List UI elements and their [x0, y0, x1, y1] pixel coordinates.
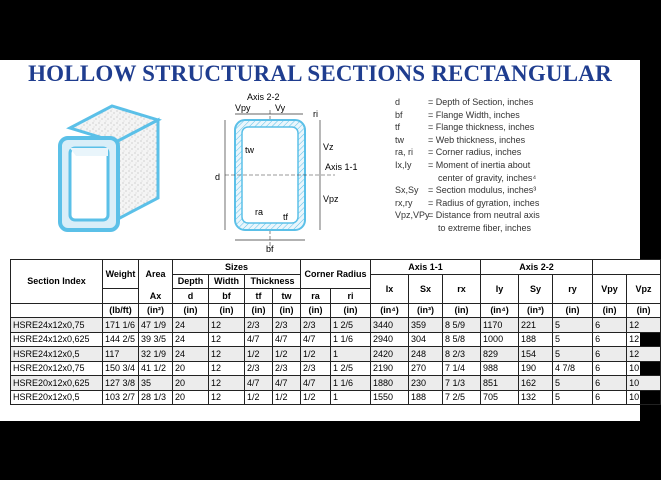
table-cell: 2/3 — [301, 318, 331, 333]
header-axis-1-1: Axis 1-1 — [371, 260, 481, 275]
table-cell: 12 — [209, 318, 245, 333]
legend-symbol: Vpz,VPy — [395, 210, 430, 221]
header-d: d — [173, 289, 209, 304]
header-ry: ry — [553, 274, 593, 303]
unit-cell: (in) — [443, 303, 481, 318]
table-cell: 2/3 — [245, 318, 273, 333]
table-cell: 2420 — [371, 347, 409, 362]
table-cell: 988 — [481, 361, 519, 376]
table-cell: 7 2/5 — [443, 390, 481, 405]
table-cell: 3440 — [371, 318, 409, 333]
table-cell: 10 — [627, 361, 661, 376]
unit-cell: (in) — [245, 303, 273, 318]
legend-symbol: Ix,Iy — [395, 159, 412, 170]
table-cell: 2190 — [371, 361, 409, 376]
table-cell: 230 — [409, 376, 443, 391]
legend-symbol: Sx,Sy — [395, 185, 419, 196]
table-cell: 24 — [173, 347, 209, 362]
table-cell: 8 2/3 — [443, 347, 481, 362]
table-cell: 12 — [627, 318, 661, 333]
table-cell: 5 — [553, 390, 593, 405]
table-row — [11, 332, 661, 347]
header-area: Area — [139, 260, 173, 289]
header-section-index: Section Index — [11, 260, 103, 304]
table-cell: 1 — [331, 390, 371, 405]
unit-cell: (in) — [593, 303, 627, 318]
table-cell: 359 — [409, 318, 443, 333]
section-properties-table — [10, 259, 661, 405]
header-corner-radius: Corner Radius — [301, 260, 371, 289]
legend-symbol: tf — [395, 122, 401, 133]
units-row — [11, 303, 661, 318]
legend-definition: = Moment of inertia about — [428, 159, 531, 170]
table-cell: 1880 — [371, 376, 409, 391]
table-cell: 1/2 — [245, 390, 273, 405]
table-cell: 8 5/8 — [443, 332, 481, 347]
unit-cell: (in²) — [139, 303, 173, 318]
legend-definition: = Flange thickness, inches — [428, 122, 535, 133]
header-sy: Sy — [519, 274, 553, 303]
section-name-cell: HSRE20x12x0,75 — [11, 361, 103, 376]
table-cell: 1 1/6 — [331, 376, 371, 391]
table-cell: 829 — [481, 347, 519, 362]
table-cell: 1/2 — [273, 390, 301, 405]
table-cell: 127 3/8 — [103, 376, 139, 391]
legend-symbol: bf — [395, 109, 403, 120]
vpy-label: Vpy — [235, 103, 251, 113]
section-name-cell: HSRE24x12x0,75 — [11, 318, 103, 333]
table-cell: 12 — [209, 332, 245, 347]
unit-cell: (in) — [273, 303, 301, 318]
table-cell: 7 1/4 — [443, 361, 481, 376]
vz-label: Vz — [323, 142, 334, 152]
table-cell: 304 — [409, 332, 443, 347]
table-cell: 6 — [593, 318, 627, 333]
table-cell: 154 — [519, 347, 553, 362]
unit-cell: (in) — [553, 303, 593, 318]
table-cell: 705 — [481, 390, 519, 405]
legend-symbol: d — [395, 97, 401, 107]
table-cell: 150 3/4 — [103, 361, 139, 376]
table-cell: 6 — [593, 332, 627, 347]
table-cell: 188 — [519, 332, 553, 347]
table-body — [11, 318, 661, 405]
table-cell: 4/7 — [245, 376, 273, 391]
table-cell: 6 — [593, 347, 627, 362]
legend-symbol: rx,ry — [395, 197, 413, 208]
table-cell: 4 7/8 — [553, 361, 593, 376]
table-cell: 248 — [409, 347, 443, 362]
table-cell: 6 — [593, 376, 627, 391]
header-ra: ra — [301, 289, 331, 304]
legend-definition-continued: center of gravity, inches⁴ — [438, 172, 537, 183]
header-rx: rx — [443, 274, 481, 303]
header-ri: ri — [331, 289, 371, 304]
table-cell: 1 2/5 — [331, 318, 371, 333]
table-cell: 10 — [627, 390, 661, 405]
unit-cell: (in) — [627, 303, 661, 318]
unit-cell: (in) — [209, 303, 245, 318]
table-cell: 4/7 — [245, 332, 273, 347]
table-row — [11, 318, 661, 333]
table-cell: 20 — [173, 361, 209, 376]
table-cell: 188 — [409, 390, 443, 405]
ri-label: ri — [313, 109, 318, 119]
table-cell: 221 — [519, 318, 553, 333]
unit-cell: (lb/ft) — [103, 303, 139, 318]
header-tw: tw — [273, 289, 301, 304]
table-cell: 12 — [209, 390, 245, 405]
table-cell: 12 — [209, 376, 245, 391]
legend-definition: = Depth of Section, inches — [428, 97, 534, 107]
table-cell: 10 — [627, 376, 661, 391]
unit-cell-blank — [11, 303, 103, 318]
header-depth: Depth — [173, 274, 209, 289]
table-cell: 24 — [173, 318, 209, 333]
table-cell: 12 — [627, 332, 661, 347]
legend-symbol: tw — [395, 134, 404, 145]
legend-definition: = Flange Width, inches — [428, 109, 520, 120]
table-cell: 1550 — [371, 390, 409, 405]
vpz-label: Vpz — [323, 194, 339, 204]
header-vpy: Vpy — [593, 274, 627, 303]
table-cell: 162 — [519, 376, 553, 391]
table-cell: 8 5/9 — [443, 318, 481, 333]
axis-2-2-label: Axis 2-2 — [247, 92, 280, 102]
header-thickness: Thickness — [245, 274, 301, 289]
table-cell: 6 — [593, 361, 627, 376]
table-cell: 144 2/5 — [103, 332, 139, 347]
legend-definition: = Distance from neutral axis — [428, 210, 540, 221]
header-width: Width — [209, 274, 245, 289]
unit-cell: (in) — [301, 303, 331, 318]
table-cell: 4/7 — [301, 376, 331, 391]
table-cell: 20 — [173, 376, 209, 391]
table-cell: 47 1/9 — [139, 318, 173, 333]
header-iy: Iy — [481, 274, 519, 303]
d-label: d — [215, 172, 221, 182]
table-cell: 1170 — [481, 318, 519, 333]
table-cell: 132 — [519, 390, 553, 405]
table-row — [11, 347, 661, 362]
unit-cell: (in) — [331, 303, 371, 318]
table-cell: 1/2 — [301, 390, 331, 405]
table-cell: 5 — [553, 376, 593, 391]
legend-symbol: ra, ri — [395, 147, 413, 158]
legend-definition: = Web thickness, inches — [428, 134, 526, 145]
tf-label: tf — [283, 212, 289, 222]
table-cell: 1000 — [481, 332, 519, 347]
table-cell: 1/2 — [301, 347, 331, 362]
ra-label: ra — [255, 207, 264, 217]
bf-label: bf — [266, 244, 274, 254]
table-cell: 103 2/7 — [103, 390, 139, 405]
page-title: HOLLOW STRUCTURAL SECTIONS RECTANGULAR — [28, 61, 612, 86]
table-row — [11, 390, 661, 405]
header-axis-2-2: Axis 2-2 — [481, 260, 593, 275]
header-vpz: Vpz — [627, 274, 661, 303]
header-sx: Sx — [409, 274, 443, 303]
table-cell: 35 — [139, 376, 173, 391]
header-tf: tf — [245, 289, 273, 304]
table-cell: 4/7 — [273, 332, 301, 347]
unit-cell: (in⁴) — [481, 303, 519, 318]
table-cell: 6 — [593, 390, 627, 405]
table-cell: 171 1/6 — [103, 318, 139, 333]
table-row — [11, 376, 661, 391]
table-cell: 41 1/2 — [139, 361, 173, 376]
table-cell: 39 3/5 — [139, 332, 173, 347]
section-name-cell: HSRE24x12x0,625 — [11, 332, 103, 347]
header-bf: bf — [209, 289, 245, 304]
tw-label: tw — [245, 145, 254, 155]
table-cell: 1 — [331, 347, 371, 362]
unit-cell: (in³) — [409, 303, 443, 318]
section-name-cell: HSRE24x12x0,5 — [11, 347, 103, 362]
cross-section-diagram — [195, 90, 370, 258]
table-cell: 5 — [553, 332, 593, 347]
table-cell: 12 — [627, 347, 661, 362]
table-cell: 1 2/5 — [331, 361, 371, 376]
table-cell: 190 — [519, 361, 553, 376]
table-cell: 1/2 — [245, 347, 273, 362]
legend-definition: = Radius of gyration, inches — [428, 197, 540, 208]
table-row — [11, 361, 661, 376]
unit-cell: (in) — [173, 303, 209, 318]
legend-definition-continued: to extreme fiber, inches — [438, 222, 532, 233]
table-cell: 117 — [103, 347, 139, 362]
table-cell: 32 1/9 — [139, 347, 173, 362]
legend-definition: = Section modulus, inches³ — [428, 185, 537, 196]
unit-cell: (in⁴) — [371, 303, 409, 318]
table-cell: 20 — [173, 390, 209, 405]
header-weight-blank — [103, 289, 139, 304]
header-sizes: Sizes — [173, 260, 301, 275]
axis-1-1-label: Axis 1-1 — [325, 162, 358, 172]
vy-label: Vy — [275, 103, 286, 113]
table-cell: 4/7 — [301, 332, 331, 347]
slide — [0, 60, 652, 421]
header-ix: Ix — [371, 274, 409, 303]
table-cell: 5 — [553, 347, 593, 362]
unit-cell: (in³) — [519, 303, 553, 318]
table-cell: 12 — [209, 347, 245, 362]
section-name-cell: HSRE20x12x0,625 — [11, 376, 103, 391]
table-cell: 12 — [209, 361, 245, 376]
table-cell: 1/2 — [273, 347, 301, 362]
table-cell: 2/3 — [301, 361, 331, 376]
header-ax: Ax — [139, 289, 173, 304]
table-cell: 5 — [553, 318, 593, 333]
table-cell: 4/7 — [273, 376, 301, 391]
isometric-hss-illustration — [50, 98, 175, 238]
header-weight: Weight — [103, 260, 139, 289]
legend-definition: = Corner radius, inches — [428, 147, 522, 158]
section-name-cell: HSRE20x12x0,5 — [11, 390, 103, 405]
table-cell: 28 1/3 — [139, 390, 173, 405]
table-cell: 24 — [173, 332, 209, 347]
table-cell: 7 1/3 — [443, 376, 481, 391]
table-cell: 2/3 — [273, 361, 301, 376]
table-cell: 851 — [481, 376, 519, 391]
table-cell: 2940 — [371, 332, 409, 347]
table-cell: 2/3 — [245, 361, 273, 376]
table-cell: 1 1/6 — [331, 332, 371, 347]
table-cell: 2/3 — [273, 318, 301, 333]
header-blank — [593, 260, 661, 275]
table-cell: 270 — [409, 361, 443, 376]
